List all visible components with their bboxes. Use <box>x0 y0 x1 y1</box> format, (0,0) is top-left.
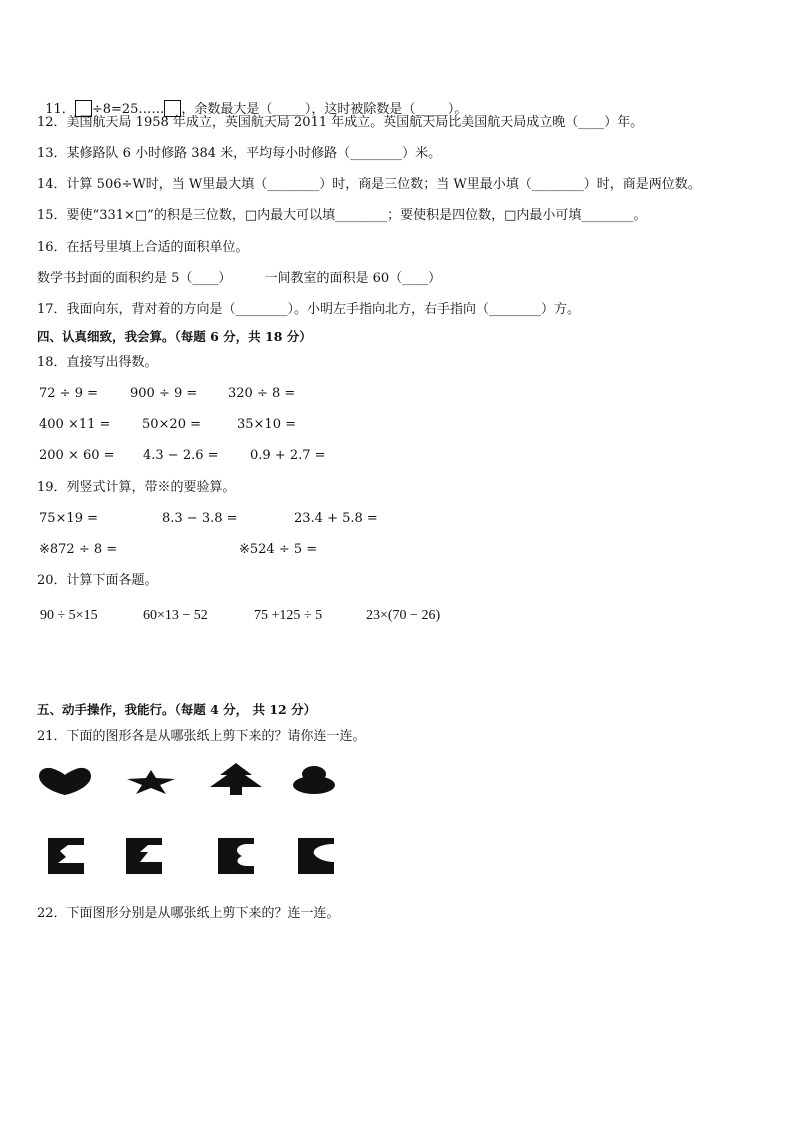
paper-b-icon[interactable] <box>126 838 162 874</box>
q18-item: 50×20 = <box>142 417 202 432</box>
paper-c-icon[interactable] <box>218 838 254 874</box>
tree-icon[interactable] <box>209 763 263 795</box>
question-22: 22．下面图形分别是从哪张纸上剪下来的？连一连。 <box>37 906 340 921</box>
q20-item: 60×13 − 52 <box>143 608 208 623</box>
paper-a-icon[interactable] <box>48 838 84 874</box>
q20-item: 23×(70 − 26) <box>366 608 441 623</box>
paper-d-icon[interactable] <box>298 838 334 874</box>
q20-item: 90 ÷ 5×15 <box>40 608 98 623</box>
question-20: 20．计算下面各题。 <box>37 573 158 588</box>
question-15: 15．要使“331×□”的积是三位数，□内最大可以填________；要使积是四位数，□内最小可填________。 <box>37 208 647 223</box>
q18-item: 35×10 = <box>237 417 297 432</box>
question-13: 13．某修路队 6 小时修路 384 米，平均每小时修路（________）米。 <box>37 146 442 161</box>
question-18: 18．直接写出得数。 <box>37 355 158 370</box>
question-21: 21．下面的图形各是从哪张纸上剪下来的？请你连一连。 <box>37 729 366 744</box>
q18-item: 4.3 − 2.6 = <box>143 448 219 463</box>
question-16: 16．在括号里填上合适的面积单位。 <box>37 240 249 255</box>
question-16-sub: 数学书封面的面积约是 5（____） 一间教室的面积是 60（____） <box>37 271 442 286</box>
q19-item: 23.4 + 5.8 = <box>294 511 378 526</box>
q18-item: 200 × 60 = <box>39 448 115 463</box>
question-17: 17．我面向东，背对着的方向是（________）。小明左手指向北方，右手指向（________）方。 <box>37 302 581 317</box>
snowman-icon[interactable] <box>292 766 336 794</box>
question-11 <box>37 84 467 118</box>
q20-item: 75 +125 ÷ 5 <box>254 608 323 623</box>
q11-number: 11． <box>45 102 75 117</box>
question-19: 19．列竖式计算，带※的要验算。 <box>37 480 236 495</box>
section-5-heading: 五、动手操作，我能行。（每题 4 分， 共 12 分） <box>37 702 317 717</box>
q11-equation: ÷8=25…… <box>91 102 165 117</box>
question-12: 12．美国航天局 1958 年成立，英国航天局 2011 年成立。英国航天局比美国航天局成立晚（____）年。 <box>37 115 644 130</box>
q18-item: 72 ÷ 9 = <box>39 386 98 401</box>
q18-item: 900 ÷ 9 = <box>130 386 198 401</box>
q18-item: 0.9 + 2.7 = <box>250 448 326 463</box>
question-14: 14．计算 506÷W时，当 W里最大填（________）时，商是三位数；当 W里最小填（________）时，商是两位数。 <box>37 177 701 192</box>
q19-item: 75×19 = <box>39 511 99 526</box>
section-4-heading: 四、认真细致，我会算。（每题 6 分，共 18 分） <box>37 329 312 344</box>
heart-icon[interactable] <box>38 766 92 796</box>
q18-item: 320 ÷ 8 = <box>228 386 296 401</box>
q11-text: ，余数最大是（_____），这时被除数是（_____）。 <box>181 102 468 117</box>
q19-item: ※524 ÷ 5 = <box>239 542 318 557</box>
q19-item: 8.3 − 3.8 = <box>162 511 238 526</box>
q19-item: ※872 ÷ 8 = <box>39 542 118 557</box>
star-icon[interactable] <box>126 770 176 794</box>
q18-item: 400 ×11 = <box>39 417 111 432</box>
